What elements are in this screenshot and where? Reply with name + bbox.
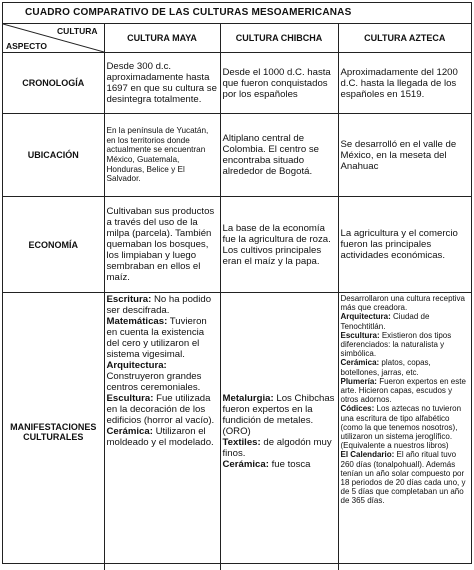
- aspect-economia: ECONOMÍA: [3, 197, 104, 293]
- maya-item-text: Utilizaron el moldeado y el modelado.: [107, 426, 214, 448]
- document-title: CUADRO COMPARATIVO DE LAS CULTURAS MESOAMERICANAS: [3, 3, 471, 24]
- chibcha-item-text: fue tosca: [269, 459, 311, 470]
- cell-ubicacion-maya: En la península de Yucatán, en los territorios donde actualmente se encuentran México, Guatemala, Honduras, Belice y El Salvador.: [104, 114, 220, 197]
- aspect-ubicacion: UBICACIÓN: [3, 114, 104, 197]
- azteca-item-label: Cerámica:: [341, 358, 380, 367]
- comparative-table: [3, 24, 471, 570]
- cell-cronologia-azteca: Aproximadamente del 1200 d.C. hasta la llegada de los españoles en 1519.: [338, 53, 471, 114]
- chibcha-item-label: Metalurgia:: [223, 393, 274, 404]
- azteca-item-label: Códices:: [341, 404, 375, 413]
- chibcha-item: [223, 459, 336, 470]
- cell-ubicacion-azteca: Se desarrolló en el valle de México, en la meseta del Anahuac: [338, 114, 471, 197]
- header-chibcha: CULTURA CHIBCHA: [220, 24, 338, 53]
- aspect-manifestaciones: MANIFESTACIONES CULTURALES: [3, 293, 104, 570]
- row-cronologia: [3, 53, 471, 114]
- azteca-item-text: El año ritual tuvo 260 días (tonalpohuall). Además tenían un año solar compuesto por 18 periodos de 20 días cada uno, y de 5 días que completaban un año de 365 días.: [341, 450, 466, 505]
- maya-item: [107, 360, 218, 393]
- azteca-item-label: Escultura:: [341, 331, 380, 340]
- maya-item-text: Fue utilizada en la decoración de los edificios (horror al vacío).: [107, 393, 215, 426]
- azteca-intro: Desarrollaron una cultura receptiva más que creadora.: [341, 294, 470, 312]
- cell-manifestaciones-azteca: [338, 293, 471, 570]
- header-azteca: CULTURA AZTECA: [338, 24, 471, 53]
- azteca-item: [341, 358, 470, 376]
- maya-item: [107, 316, 218, 360]
- azteca-item-label: Plumería:: [341, 377, 377, 386]
- azteca-item: [341, 377, 470, 405]
- azteca-item-text: platos, copas, botellones, jarras, etc.: [341, 358, 431, 376]
- header-maya: CULTURA MAYA: [104, 24, 220, 53]
- maya-item-label: Matemáticas:: [107, 316, 168, 327]
- cell-cronologia-chibcha: Desde el 1000 d.C. hasta que fueron conquistados por los españoles: [220, 53, 338, 114]
- azteca-item-text: Fueron expertos en este arte. Hicieron capas, escudos y otros adornos.: [341, 377, 466, 404]
- chibcha-item-label: Cerámica:: [223, 459, 269, 470]
- maya-item: [107, 426, 218, 448]
- maya-item-text: Tuvieron en cuenta la existencia del cero y utilizaron el sistema vigesimal.: [107, 316, 207, 360]
- maya-item-text: No ha podido ser descifrada.: [107, 294, 212, 316]
- chibcha-item-text: Los Chibchas fueron expertos en la fundición de metales. (ORO): [223, 393, 335, 437]
- cell-economia-maya: Cultivaban sus productos a través del uso de la milpa (parcela). También quemaban los bosques, los limpiaban y luego sembraban en ellos el maíz.: [104, 197, 220, 293]
- maya-item-label: Arquitectura:: [107, 360, 167, 371]
- azteca-item-text: Ciudad de Tenochtitlán.: [341, 312, 430, 330]
- corner-header-cell: [3, 24, 104, 53]
- chibcha-item: [223, 393, 336, 437]
- corner-aspecto-label: ASPECTO: [6, 41, 47, 51]
- azteca-item-text: Existieron dos tipos diferenciados: la naturalista y simbólica.: [341, 331, 452, 358]
- row-manifestaciones: [3, 293, 471, 570]
- cell-ubicacion-chibcha: Altiplano central de Colombia. El centro se encontraba situado alrededor de Bogotá.: [220, 114, 338, 197]
- maya-item-label: Escultura:: [107, 393, 154, 404]
- azteca-item: [341, 312, 470, 330]
- cell-manifestaciones-chibcha: [220, 293, 338, 570]
- azteca-item-label: El Calendario:: [341, 450, 395, 459]
- cell-economia-azteca: La agricultura y el comercio fueron las principales actividades económicas.: [338, 197, 471, 293]
- chibcha-item-text: de algodón muy finos.: [223, 437, 332, 459]
- cell-manifestaciones-maya: [104, 293, 220, 570]
- header-row: [3, 24, 471, 53]
- chibcha-item-label: Textiles:: [223, 437, 261, 448]
- azteca-item: [341, 331, 470, 359]
- azteca-item-label: Arquitectura:: [341, 312, 391, 321]
- cell-economia-chibcha: La base de la economía fue la agricultura de roza. Los cultivos principales eran el maíz y la papa.: [220, 197, 338, 293]
- azteca-item: [341, 450, 470, 505]
- row-economia: [3, 197, 471, 293]
- maya-item-label: Cerámica:: [107, 426, 153, 437]
- row-ubicacion: [3, 114, 471, 197]
- corner-cultura-label: CULTURA: [57, 26, 97, 36]
- maya-item: [107, 294, 218, 316]
- azteca-item-text: Los aztecas no tuvieron una escritura de tipo alfabético (como la que tenemos nosotros), utilizaron un sistema jeroglífico. (Equivalente a nuestros libros): [341, 404, 462, 450]
- maya-item: [107, 393, 218, 426]
- maya-item-label: Escritura:: [107, 294, 152, 305]
- maya-item-text: Construyeron grandes centros ceremoniales.: [107, 371, 202, 393]
- azteca-item: [341, 404, 470, 450]
- chibcha-item: [223, 437, 336, 459]
- cell-cronologia-maya: Desde 300 d.c. aproximadamente hasta 1697 en que su cultura se desintegra totalmente.: [104, 53, 220, 114]
- aspect-cronologia: CRONOLOGÍA: [3, 53, 104, 114]
- comparative-table-page: [2, 2, 472, 564]
